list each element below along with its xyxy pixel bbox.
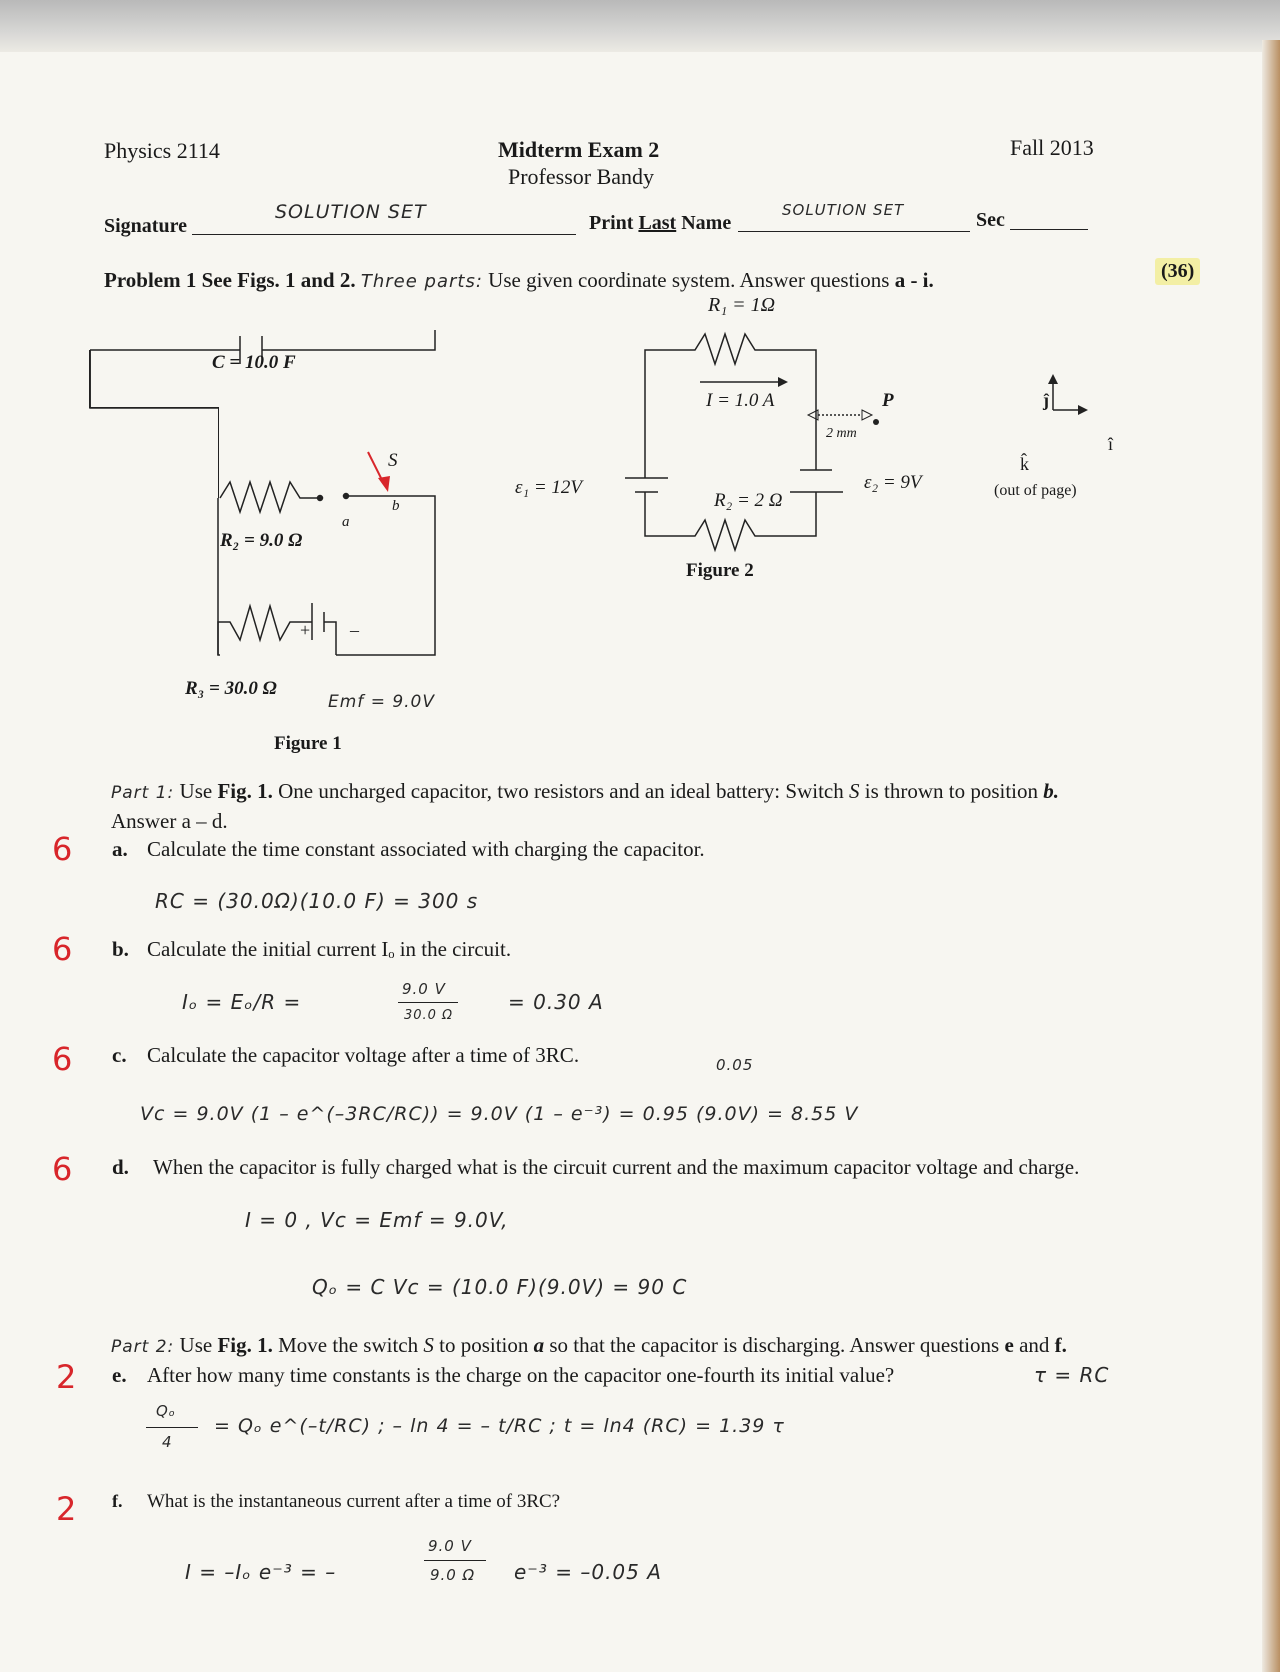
last-word: Last	[638, 212, 677, 234]
professor-name: Professor Bandy	[508, 164, 655, 189]
part1-intro	[111, 779, 1059, 804]
signature-line	[192, 234, 576, 235]
score-e: 2	[56, 1358, 77, 1396]
fig1-left-frame-top	[89, 350, 90, 408]
question-d-text: When the capacitor is fully charged what is the circuit current and the maximum capacitor voltage and charge.	[153, 1155, 1080, 1179]
scan-right-edge	[1262, 40, 1280, 1672]
fig1-wire-left-top	[90, 350, 218, 408]
fig1-caption: Figure 1	[274, 733, 342, 754]
question-b-letter: b.	[112, 937, 129, 961]
problem-title	[104, 268, 934, 293]
part1-switch: S	[848, 779, 860, 803]
question-e-letter: e.	[112, 1363, 127, 1387]
fig1-r3-label: R₃ = 30.0 Ω	[185, 678, 277, 699]
score-d: 6	[52, 1150, 73, 1188]
answer-f-work-2: e⁻³ = –0.05 A	[514, 1560, 662, 1584]
problem-title-rest: Use given coordinate system. Answer questions	[488, 268, 890, 292]
part2-label: Part 2:	[111, 1337, 175, 1357]
answer-b-work-1: Iₒ = Eₒ/R =	[182, 990, 302, 1014]
fig2-distance-label: 2 mm	[826, 426, 857, 441]
fig1-a-label: a	[342, 514, 350, 530]
fig1-switch-arrow-head	[378, 476, 390, 492]
signature-value: SOLUTION SET	[275, 201, 427, 223]
print-word: Print	[589, 212, 634, 234]
answer-e-numerator: Qₒ	[156, 1402, 177, 1420]
question-c-letter: c.	[112, 1043, 127, 1067]
answer-f-work-1: I = –Iₒ e⁻³ = –	[185, 1560, 337, 1584]
answer-b-numerator: 9.0 V	[402, 980, 446, 998]
part1-text-3: Switch	[785, 779, 844, 803]
question-d-letter: d.	[112, 1155, 129, 1179]
axis-i-label: î	[1108, 434, 1114, 454]
problem-title-bold: Problem 1 See Figs. 1 and 2.	[104, 268, 356, 292]
axis-j-label: ĵ	[1043, 390, 1049, 410]
question-f-text: What is the instantaneous current after a time of 3RC?	[147, 1491, 561, 1512]
question-e-text: After how many time constants is the charge on the capacitor one-fourth its initial value?	[147, 1363, 895, 1387]
term: Fall 2013	[1010, 135, 1094, 160]
part2-text-3: to position	[439, 1333, 529, 1357]
answer-e-denominator: 4	[162, 1433, 173, 1451]
answer-b-denominator: 30.0 Ω	[404, 1008, 454, 1023]
part2-switch: S	[423, 1333, 434, 1357]
score-c: 6	[52, 1040, 73, 1078]
name-value: SOLUTION SET	[782, 201, 905, 219]
answer-c-work: Vc = 9.0V (1 – e^(–3RC/RC)) = 9.0V (1 – e⁻³) = 0.95 (9.0V) = 8.55 V	[140, 1103, 859, 1125]
score-a: 6	[52, 830, 73, 868]
question-c-text: Calculate the capacitor voltage after a time of 3RC.	[147, 1043, 580, 1067]
answer-e-work: = Qₒ e^(–t/RC) ; – ln 4 = – t/RC ; t = ln4 (RC) = 1.39 τ	[214, 1415, 785, 1437]
part2-text-4: so that the capacitor is discharging. Answer questions	[549, 1333, 1000, 1357]
part1-position-b: b.	[1043, 779, 1059, 803]
part2-and: and	[1019, 1333, 1050, 1357]
fig2-current-arrow-head	[778, 377, 788, 387]
part1-text-1: Use	[179, 779, 213, 803]
print-label	[589, 212, 731, 235]
part1-text-4: is thrown to position	[864, 779, 1038, 803]
problem-title-hand: Three parts:	[360, 271, 483, 292]
part2-fig-ref: Fig. 1.	[217, 1333, 273, 1357]
problem-title-range: a - i.	[894, 268, 934, 292]
signature-label: Signature	[104, 215, 187, 237]
part1-label: Part 1:	[111, 783, 175, 803]
fig2-caption: Figure 2	[686, 560, 754, 581]
part2-position-a: a	[533, 1333, 545, 1357]
answer-e-tau: τ = RC	[1034, 1363, 1110, 1387]
axis-out-of-page: (out of page)	[994, 482, 1077, 499]
fig1-wire-top-right	[262, 330, 435, 350]
part2-question-f-ref: f.	[1054, 1333, 1067, 1357]
name-line	[738, 231, 970, 232]
part1-text-2: One uncharged capacitor, two resistors and an ideal battery:	[278, 779, 781, 803]
course-name: Physics 2114	[104, 138, 220, 163]
axis-i-arrow	[1078, 405, 1088, 415]
part2-intro	[111, 1333, 1067, 1358]
name-word: Name	[681, 212, 732, 234]
fig1-switch-node-a	[318, 496, 323, 501]
part2-text-1: Use	[179, 1333, 213, 1357]
fig2-r2-label: R₂ = 2 Ω	[714, 490, 783, 511]
answer-a-work: RC = (30.0Ω)(10.0 F) = 300 s	[155, 889, 479, 913]
fig1-capacitor-label: C = 10.0 F	[212, 352, 296, 373]
answer-f-fraction-bar	[424, 1560, 486, 1561]
part1-fig-ref: Fig. 1.	[217, 779, 273, 803]
fig1-left-frame-drop	[218, 407, 219, 498]
axis-j-arrow	[1048, 374, 1058, 384]
fig1-switch-node-b	[344, 494, 349, 499]
fig1-r2-label: R₂ = 9.0 Ω	[220, 530, 303, 551]
exam-title: Midterm Exam 2	[498, 137, 660, 162]
fig2-point-p	[873, 419, 879, 425]
fig2-emf1-label: ε₁ = 12V	[515, 477, 583, 498]
fig1-b-label: b	[392, 498, 400, 514]
fig1-left-frame-mid	[89, 407, 219, 408]
part2-text-2: Move the switch	[278, 1333, 419, 1357]
fig1-switch-label: S	[388, 450, 398, 471]
fig2-r1-label: R₁ = 1Ω	[708, 294, 776, 316]
answer-d-work-2: Qₒ = C Vc = (10.0 F)(9.0V) = 90 C	[312, 1275, 688, 1299]
answer-f-denominator: 9.0 Ω	[430, 1566, 476, 1584]
fig2-distance-arrow-right	[862, 410, 872, 420]
sec-line	[1010, 229, 1088, 230]
fig2-p-label: P	[882, 390, 894, 411]
answer-d-work-1: I = 0 , Vc = Emf = 9.0V,	[245, 1208, 509, 1232]
answer-c-note: 0.05	[716, 1056, 754, 1074]
score-f: 2	[56, 1490, 77, 1528]
scan-top-edge	[0, 0, 1280, 52]
question-a-letter: a.	[112, 837, 128, 861]
answer-b-fraction-bar	[398, 1002, 458, 1003]
fig1-emf-label: Emf = 9.0V	[328, 692, 436, 712]
answer-b-work-2: = 0.30 A	[508, 990, 604, 1014]
fig2-emf2-label: ε₂ = 9V	[864, 472, 922, 493]
points-badge: (36)	[1155, 258, 1200, 285]
answer-f-numerator: 9.0 V	[428, 1537, 472, 1555]
answer-e-fraction-bar	[146, 1427, 198, 1428]
figure-2-circuit	[600, 320, 1120, 560]
part1-answer-line: Answer a – d.	[111, 809, 228, 833]
question-a-text: Calculate the time constant associated with charging the capacitor.	[147, 837, 705, 861]
fig1-minus-sign: –	[350, 620, 359, 640]
sec-label: Sec	[976, 209, 1005, 231]
fig2-current-label: I = 1.0 A	[706, 390, 775, 411]
score-b: 6	[52, 930, 73, 968]
fig1-resistor-r3	[218, 606, 311, 655]
fig1-plus-sign: +	[300, 620, 311, 640]
question-b-text: Calculate the initial current Iₒ in the circuit.	[147, 937, 512, 961]
axis-k-label: k̂	[1020, 454, 1029, 474]
fig1-resistor-r2	[220, 482, 320, 512]
part2-question-e-ref: e	[1004, 1333, 1014, 1357]
question-f-letter: f.	[112, 1491, 123, 1511]
